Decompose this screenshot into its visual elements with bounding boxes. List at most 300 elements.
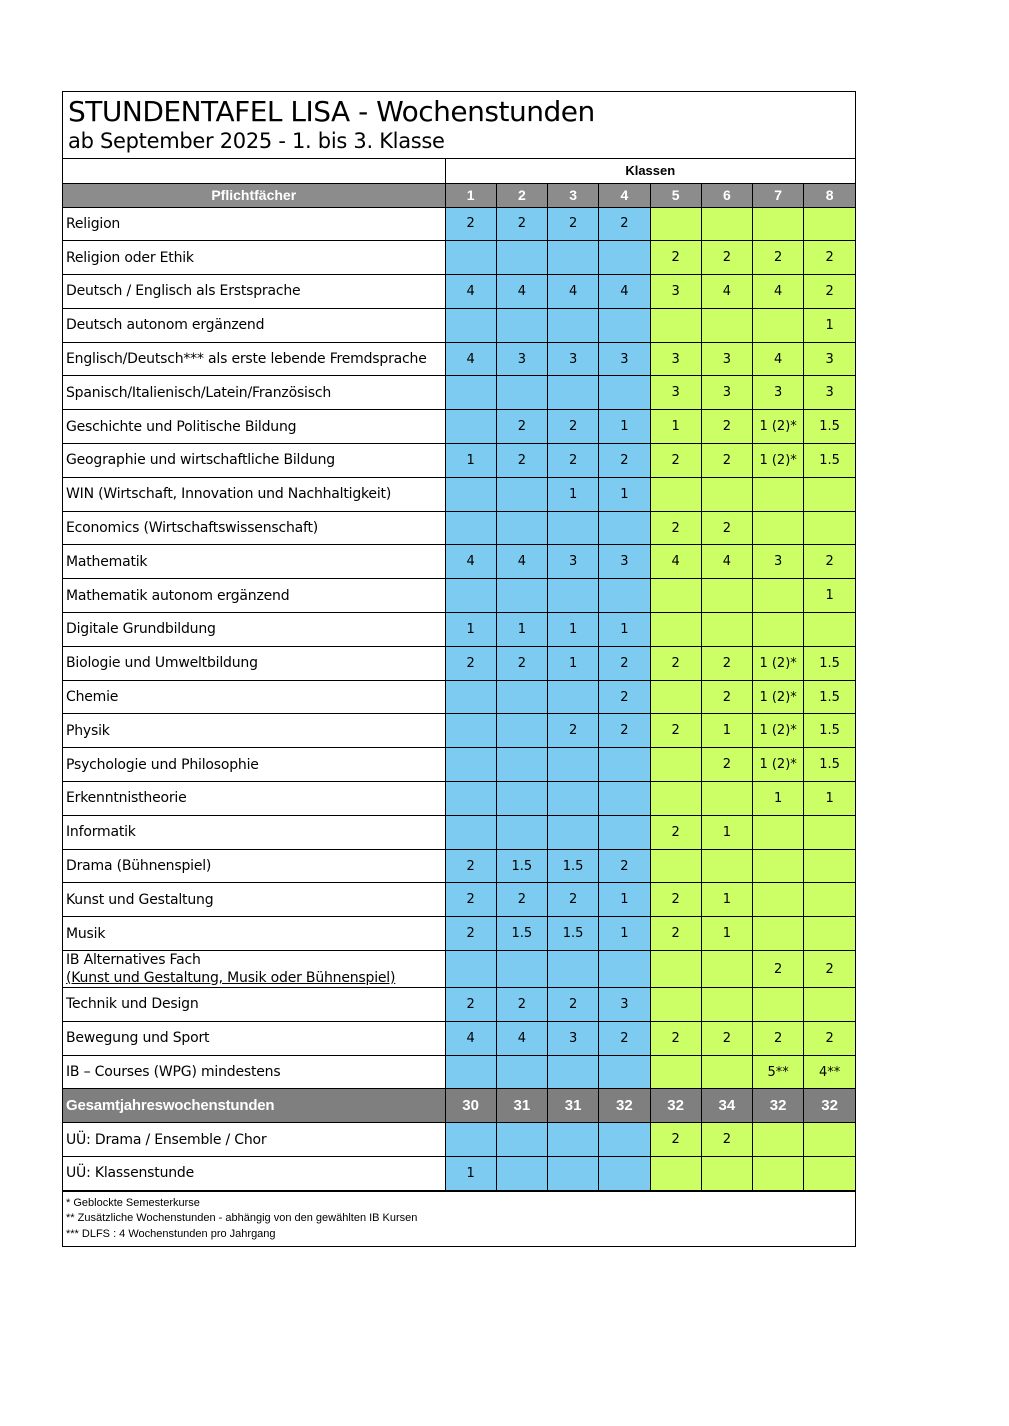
hours-cell [804, 477, 855, 511]
hours-cell [701, 207, 752, 241]
hours-cell [445, 410, 496, 444]
hours-cell: 3 [701, 342, 752, 376]
hours-cell: 2 [650, 883, 701, 917]
class-header-4: 4 [599, 183, 650, 207]
class-header-3: 3 [548, 183, 599, 207]
hours-cell [445, 511, 496, 545]
hours-cell [496, 241, 547, 275]
hours-cell: 1 [599, 917, 650, 951]
hours-cell [548, 1055, 599, 1089]
subject-cell [63, 951, 445, 988]
hours-cell [445, 951, 496, 988]
klassen-label: Klassen [445, 159, 855, 183]
hours-cell [804, 815, 855, 849]
hours-cell [548, 579, 599, 613]
hours-cell [445, 308, 496, 342]
hours-cell [548, 308, 599, 342]
subject-cell: IB – Courses (WPG) mindestens [63, 1055, 445, 1089]
extra-row [63, 1157, 855, 1191]
hours-cell [650, 849, 701, 883]
hours-cell [804, 1157, 855, 1191]
hours-cell [599, 511, 650, 545]
subject-cell: Englisch/Deutsch*** als erste lebende Fremdsprache [63, 342, 445, 376]
hours-cell [496, 782, 547, 816]
hours-cell [753, 511, 804, 545]
subject-row [63, 241, 855, 275]
hours-cell [753, 1123, 804, 1157]
hours-cell: 1 [650, 410, 701, 444]
hours-cell: 1 [701, 883, 752, 917]
subject-row [63, 579, 855, 613]
subject-cell: Religion [63, 207, 445, 241]
class-header-1: 1 [445, 183, 496, 207]
subject-row [63, 782, 855, 816]
hours-cell [496, 951, 547, 988]
class-header-6: 6 [701, 183, 752, 207]
hours-cell: 2 [650, 1123, 701, 1157]
hours-cell: 3 [753, 376, 804, 410]
hours-cell [496, 815, 547, 849]
hours-cell [599, 579, 650, 613]
subject-row [63, 275, 855, 309]
hours-cell [496, 714, 547, 748]
subject-cell: Geographie und wirtschaftliche Bildung [63, 444, 445, 478]
hours-cell [701, 1055, 752, 1089]
hours-cell: 1 (2)* [753, 646, 804, 680]
subject-cell: Deutsch autonom ergänzend [63, 308, 445, 342]
hours-cell: 1 [753, 782, 804, 816]
hours-cell: 2 [701, 680, 752, 714]
hours-cell [753, 207, 804, 241]
hours-cell: 2 [496, 207, 547, 241]
hours-cell: 2 [804, 545, 855, 579]
total-cell: 31 [496, 1089, 547, 1123]
total-cell: 31 [548, 1089, 599, 1123]
hours-cell: 3 [650, 342, 701, 376]
hours-cell: 2 [599, 646, 650, 680]
subject-cell: Physik [63, 714, 445, 748]
hours-cell: 3 [804, 342, 855, 376]
hours-cell: 1 (2)* [753, 410, 804, 444]
hours-cell: 4 [496, 545, 547, 579]
hours-cell [804, 207, 855, 241]
hours-cell: 4 [445, 545, 496, 579]
class-header-8: 8 [804, 183, 855, 207]
hours-cell: 1 [548, 477, 599, 511]
subject-cell: Geschichte und Politische Bildung [63, 410, 445, 444]
total-cell: 32 [599, 1089, 650, 1123]
hours-cell: 4 [445, 275, 496, 309]
hours-cell: 2 [753, 951, 804, 988]
hours-cell [548, 815, 599, 849]
subject-row [63, 748, 855, 782]
hours-cell: 2 [650, 241, 701, 275]
hours-cell: 3 [496, 342, 547, 376]
subject-cell: Drama (Bühnenspiel) [63, 849, 445, 883]
hours-cell: 2 [445, 849, 496, 883]
hours-cell [496, 477, 547, 511]
hours-cell [804, 988, 855, 1022]
hours-cell [753, 477, 804, 511]
hours-cell [496, 1157, 547, 1191]
header-label: Pflichtfächer [63, 183, 445, 207]
hours-cell [650, 308, 701, 342]
hours-cell: 2 [496, 410, 547, 444]
hours-cell: 2 [650, 815, 701, 849]
subject-cell: Spanisch/Italienisch/Latein/Französisch [63, 376, 445, 410]
hours-cell [599, 782, 650, 816]
hours-cell [445, 477, 496, 511]
hours-cell [701, 849, 752, 883]
hours-cell [804, 613, 855, 647]
hours-cell: 1.5 [804, 748, 855, 782]
hours-cell [548, 511, 599, 545]
subject-row [63, 883, 855, 917]
hours-cell [701, 308, 752, 342]
hours-cell [599, 1123, 650, 1157]
extra-row [63, 1123, 855, 1157]
hours-cell: 2 [701, 511, 752, 545]
subject-cell: Deutsch / Englisch als Erstsprache [63, 275, 445, 309]
hours-cell [804, 511, 855, 545]
hours-cell: 4 [445, 1021, 496, 1055]
subject-row [63, 714, 855, 748]
total-cell: 30 [445, 1089, 496, 1123]
hours-cell: 2 [701, 748, 752, 782]
hours-cell: 1 (2)* [753, 444, 804, 478]
hours-cell: 1.5 [548, 849, 599, 883]
hours-cell [445, 782, 496, 816]
hours-cell: 1.5 [804, 444, 855, 478]
subject-row [63, 680, 855, 714]
hours-cell [445, 714, 496, 748]
hours-cell: 3 [650, 376, 701, 410]
footnote: * Geblockte Semesterkurse [66, 1196, 200, 1209]
subject-row [63, 477, 855, 511]
subject-row [63, 1021, 855, 1055]
hours-cell [496, 1123, 547, 1157]
subject-row [63, 410, 855, 444]
hours-cell [496, 579, 547, 613]
hours-cell [599, 1055, 650, 1089]
hours-cell: 2 [701, 1021, 752, 1055]
hours-cell: 2 [599, 1021, 650, 1055]
subject-cell: Chemie [63, 680, 445, 714]
hours-cell: 1 [804, 308, 855, 342]
hours-cell [599, 241, 650, 275]
hours-cell [496, 376, 547, 410]
header-row [63, 183, 855, 207]
hours-cell [650, 477, 701, 511]
hours-cell [804, 849, 855, 883]
hours-cell: 3 [599, 988, 650, 1022]
hours-cell [650, 207, 701, 241]
subject-row [63, 815, 855, 849]
hours-cell: 2 [548, 444, 599, 478]
hours-cell: 3 [599, 342, 650, 376]
hours-cell: 3 [599, 545, 650, 579]
hours-cell [753, 613, 804, 647]
hours-cell [650, 988, 701, 1022]
hours-cell: 1 (2)* [753, 714, 804, 748]
page-subtitle: ab September 2025 - 1. bis 3. Klasse [63, 128, 855, 159]
hours-cell [753, 883, 804, 917]
hours-cell [548, 1123, 599, 1157]
subject-cell: Informatik [63, 815, 445, 849]
subject-row [63, 646, 855, 680]
hours-cell: 1 [701, 815, 752, 849]
hours-cell [496, 511, 547, 545]
hours-cell: 4 [496, 1021, 547, 1055]
hours-cell [753, 815, 804, 849]
hours-cell [650, 680, 701, 714]
hours-cell [548, 241, 599, 275]
hours-cell [753, 579, 804, 613]
subject-cell: Kunst und Gestaltung [63, 883, 445, 917]
subject-row [63, 545, 855, 579]
hours-cell: 2 [650, 1021, 701, 1055]
hours-cell: 2 [548, 207, 599, 241]
hours-cell: 4 [445, 342, 496, 376]
hours-cell: 2 [599, 207, 650, 241]
total-label: Gesamtjahreswochenstunden [63, 1089, 445, 1123]
class-header-5: 5 [650, 183, 701, 207]
hours-cell [753, 917, 804, 951]
subject-cell: Mathematik autonom ergänzend [63, 579, 445, 613]
hours-cell: 4 [701, 275, 752, 309]
hours-cell: 2 [701, 444, 752, 478]
hours-cell [496, 748, 547, 782]
hours-cell: 3 [804, 376, 855, 410]
hours-cell: 1.5 [804, 714, 855, 748]
subject-cell: Musik [63, 917, 445, 951]
hours-cell: 2 [701, 1123, 752, 1157]
hours-cell [548, 951, 599, 988]
hours-cell: 1.5 [496, 849, 547, 883]
hours-cell: 1 (2)* [753, 680, 804, 714]
timetable [63, 159, 855, 1191]
timetable-sheet [62, 91, 856, 1247]
hours-cell: 2 [496, 444, 547, 478]
hours-cell [548, 376, 599, 410]
subject-row [63, 444, 855, 478]
subject-cell: Religion oder Ethik [63, 241, 445, 275]
subject-row [63, 308, 855, 342]
hours-cell: 3 [548, 342, 599, 376]
subject-cell: Digitale Grundbildung [63, 613, 445, 647]
subject-cell: Biologie und Umweltbildung [63, 646, 445, 680]
subject-cell: Erkenntnistheorie [63, 782, 445, 816]
hours-cell [650, 951, 701, 988]
subject-cell: Psychologie und Philosophie [63, 748, 445, 782]
hours-cell: 4 [496, 275, 547, 309]
class-header-7: 7 [753, 183, 804, 207]
hours-cell [599, 815, 650, 849]
hours-cell [445, 376, 496, 410]
hours-cell [650, 1157, 701, 1191]
total-cell: 34 [701, 1089, 752, 1123]
hours-cell [753, 1157, 804, 1191]
hours-cell [701, 988, 752, 1022]
hours-cell [650, 782, 701, 816]
hours-cell: 1.5 [804, 646, 855, 680]
hours-cell: 2 [650, 714, 701, 748]
hours-cell [548, 680, 599, 714]
hours-cell [650, 1055, 701, 1089]
hours-cell: 1 [599, 410, 650, 444]
hours-cell: 2 [599, 849, 650, 883]
hours-cell [599, 951, 650, 988]
subject-row [63, 207, 855, 241]
hours-cell: 2 [548, 883, 599, 917]
hours-cell: 2 [445, 883, 496, 917]
hours-cell: 2 [701, 410, 752, 444]
total-row [63, 1089, 855, 1123]
hours-cell [650, 748, 701, 782]
subject-row [63, 1055, 855, 1089]
timetable-body [63, 159, 855, 1190]
hours-cell: 1.5 [804, 680, 855, 714]
subject-row [63, 376, 855, 410]
subject-cell: Technik und Design [63, 988, 445, 1022]
hours-cell: 2 [599, 714, 650, 748]
hours-cell: 1 [548, 613, 599, 647]
hours-cell [701, 477, 752, 511]
subject-cell: Mathematik [63, 545, 445, 579]
footnote: *** DLFS : 4 Wochenstunden pro Jahrgang [66, 1227, 276, 1240]
hours-cell: 2 [496, 988, 547, 1022]
hours-cell [701, 782, 752, 816]
hours-cell: 4 [701, 545, 752, 579]
hours-cell [496, 1055, 547, 1089]
hours-cell: 4 [650, 545, 701, 579]
hours-cell: 2 [701, 646, 752, 680]
empty-corner-cell [63, 159, 445, 183]
hours-cell: 4 [753, 342, 804, 376]
total-cell: 32 [804, 1089, 855, 1123]
hours-cell: 2 [804, 275, 855, 309]
hours-cell [445, 815, 496, 849]
subject-cell: Bewegung und Sport [63, 1021, 445, 1055]
hours-cell: 2 [445, 988, 496, 1022]
hours-cell [496, 308, 547, 342]
hours-cell [701, 951, 752, 988]
hours-cell [548, 748, 599, 782]
total-cell: 32 [753, 1089, 804, 1123]
hours-cell: 2 [599, 680, 650, 714]
hours-cell [445, 241, 496, 275]
hours-cell: 2 [445, 917, 496, 951]
hours-cell: 1 [701, 917, 752, 951]
hours-cell [599, 1157, 650, 1191]
subject-cell: UÜ: Drama / Ensemble / Chor [63, 1123, 445, 1157]
hours-cell [599, 308, 650, 342]
hours-cell: 3 [650, 275, 701, 309]
subject-cell: WIN (Wirtschaft, Innovation und Nachhaltigkeit) [63, 477, 445, 511]
hours-cell [496, 680, 547, 714]
hours-cell: 2 [650, 444, 701, 478]
hours-cell: 1 [445, 1157, 496, 1191]
hours-cell: 1 [599, 883, 650, 917]
subject-row [63, 849, 855, 883]
subject-label-line2: (Kunst und Gestaltung, Musik oder Bühnenspiel) [66, 970, 396, 987]
hours-cell: 2 [548, 988, 599, 1022]
hours-cell [445, 1123, 496, 1157]
hours-cell [445, 1055, 496, 1089]
hours-cell [445, 680, 496, 714]
hours-cell: 2 [548, 714, 599, 748]
footnote: ** Zusätzliche Wochenstunden - abhängig von den gewählten IB Kursen [66, 1212, 418, 1225]
subject-cell: UÜ: Klassenstunde [63, 1157, 445, 1191]
hours-cell: 2 [445, 646, 496, 680]
total-cell: 32 [650, 1089, 701, 1123]
hours-cell: 2 [804, 241, 855, 275]
hours-cell: 2 [753, 241, 804, 275]
hours-cell [753, 988, 804, 1022]
hours-cell [753, 849, 804, 883]
hours-cell: 2 [701, 241, 752, 275]
hours-cell: 1 [445, 444, 496, 478]
subject-row [63, 951, 855, 988]
hours-cell [650, 579, 701, 613]
hours-cell [445, 748, 496, 782]
hours-cell [599, 376, 650, 410]
subject-row [63, 342, 855, 376]
hours-cell: 2 [804, 1021, 855, 1055]
hours-cell [599, 748, 650, 782]
hours-cell: 2 [496, 646, 547, 680]
hours-cell: 4 [599, 275, 650, 309]
klassen-row [63, 159, 855, 183]
hours-cell [650, 613, 701, 647]
hours-cell: 2 [445, 207, 496, 241]
hours-cell: 3 [701, 376, 752, 410]
hours-cell [548, 782, 599, 816]
hours-cell: 4 [753, 275, 804, 309]
hours-cell [445, 579, 496, 613]
hours-cell: 3 [753, 545, 804, 579]
hours-cell [804, 1123, 855, 1157]
hours-cell [753, 308, 804, 342]
hours-cell [701, 613, 752, 647]
hours-cell: 1 [599, 477, 650, 511]
hours-cell: 1 (2)* [753, 748, 804, 782]
hours-cell: 1.5 [496, 917, 547, 951]
page-title: STUNDENTAFEL LISA - Wochenstunden [68, 95, 595, 128]
subject-row [63, 988, 855, 1022]
hours-cell: 2 [548, 410, 599, 444]
hours-cell: 2 [650, 646, 701, 680]
hours-cell: 1.5 [548, 917, 599, 951]
hours-cell: 5** [753, 1055, 804, 1089]
class-header-2: 2 [496, 183, 547, 207]
hours-cell: 1 [701, 714, 752, 748]
subject-row [63, 511, 855, 545]
hours-cell: 1 [804, 579, 855, 613]
hours-cell: 1 [496, 613, 547, 647]
hours-cell: 4 [548, 275, 599, 309]
hours-cell: 3 [548, 1021, 599, 1055]
subject-cell: Economics (Wirtschaftswissenschaft) [63, 511, 445, 545]
hours-cell: 1.5 [804, 410, 855, 444]
footnotes [63, 1191, 855, 1247]
hours-cell: 1 [804, 782, 855, 816]
subject-row [63, 917, 855, 951]
hours-cell: 4** [804, 1055, 855, 1089]
hours-cell: 1 [445, 613, 496, 647]
hours-cell: 2 [753, 1021, 804, 1055]
hours-cell: 1 [599, 613, 650, 647]
